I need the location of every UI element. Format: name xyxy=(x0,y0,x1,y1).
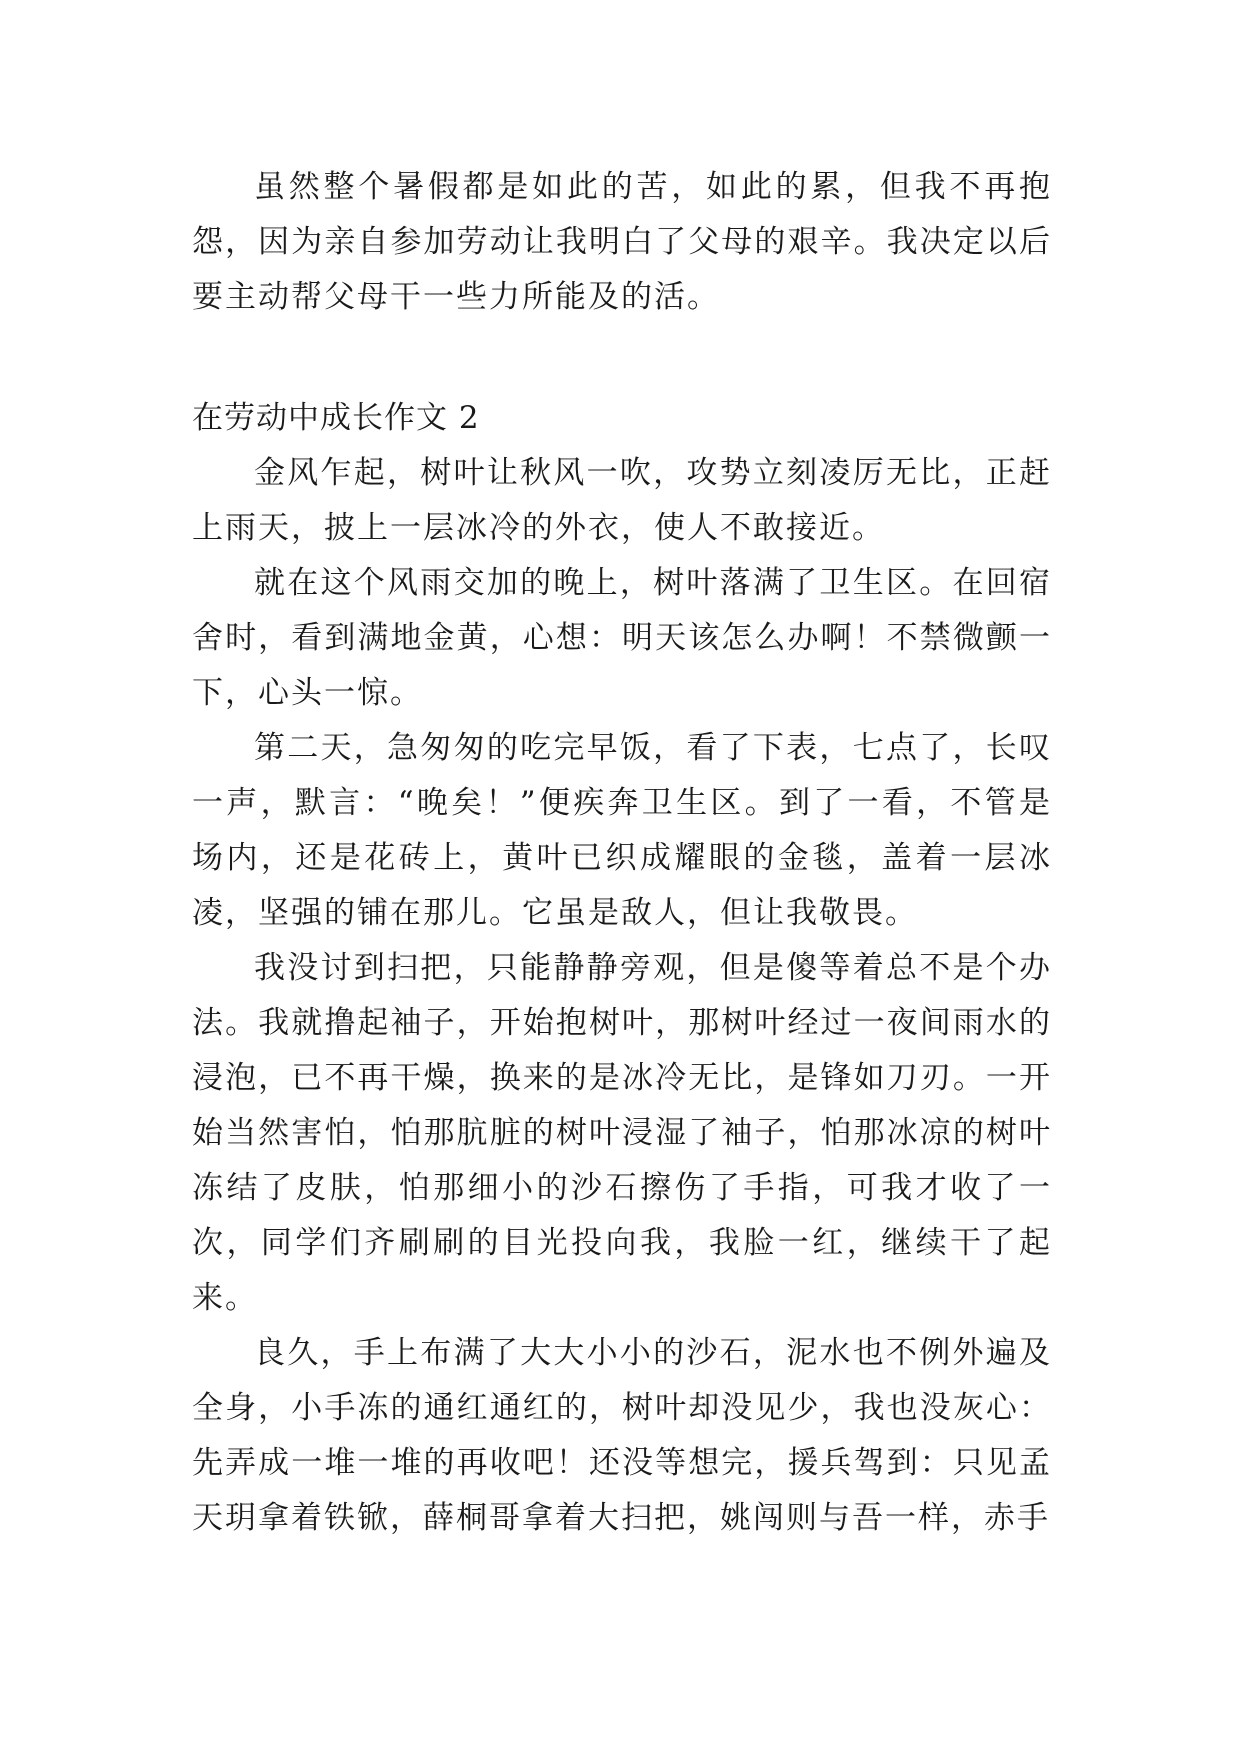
essay-paragraph: 金风乍起，树叶让秋风一吹，攻势立刻凌厉无比，正赶上雨天，披上一层冰冷的外衣，使人不敢接近。 xyxy=(192,455,1052,546)
essay-paragraph: 就在这个风雨交加的晚上，树叶落满了卫生区。在回宿舍时，看到满地金黄，心想：明天该怎么办啊！不禁微颤一下，心头一惊。 xyxy=(192,565,1052,711)
intro-paragraph: 虽然整个暑假都是如此的苦，如此的累，但我不再抱怨，因为亲自参加劳动让我明白了父母的艰辛。我决定以后要主动帮父母干一些力所能及的活。 xyxy=(192,169,1052,315)
essay-paragraph: 良久，手上布满了大大小小的沙石，泥水也不例外遍及全身，小手冻的通红通红的，树叶却没见少，我也没灰心：先弄成一堆一堆的再收吧！还没等想完，援兵驾到：只见孟天玥拿着铁锨，薛桐哥拿着大扫把，姚闯则与吾一样，赤手 xyxy=(192,1335,1052,1536)
essay-paragraph: 第二天，急匆匆的吃完早饭，看了下表，七点了，长叹一声，默言：“晚矣！”便疾奔卫生区。到了一看，不管是场内，还是花砖上，黄叶已织成耀眼的金毯，盖着一层冰凌，坚强的铺在那儿。它虽是敌人，但让我敬畏。 xyxy=(192,730,1052,931)
essay-title: 在劳动中成长作文 2 xyxy=(192,400,480,436)
essay-paragraph: 我没讨到扫把，只能静静旁观，但是傻等着总不是个办法。我就撸起袖子，开始抱树叶，那树叶经过一夜间雨水的浸泡，已不再干燥，换来的是冰冷无比，是锋如刀刃。一开始当然害怕，怕那肮脏的树叶浸湿了袖子，怕那冰凉的树叶冻结了皮肤，怕那细小的沙石擦伤了手指，可我才收了一次，同学们齐刷刷的目光投向我，我脸一红，继续干了起来。 xyxy=(192,950,1052,1316)
document-body xyxy=(192,160,1052,1546)
